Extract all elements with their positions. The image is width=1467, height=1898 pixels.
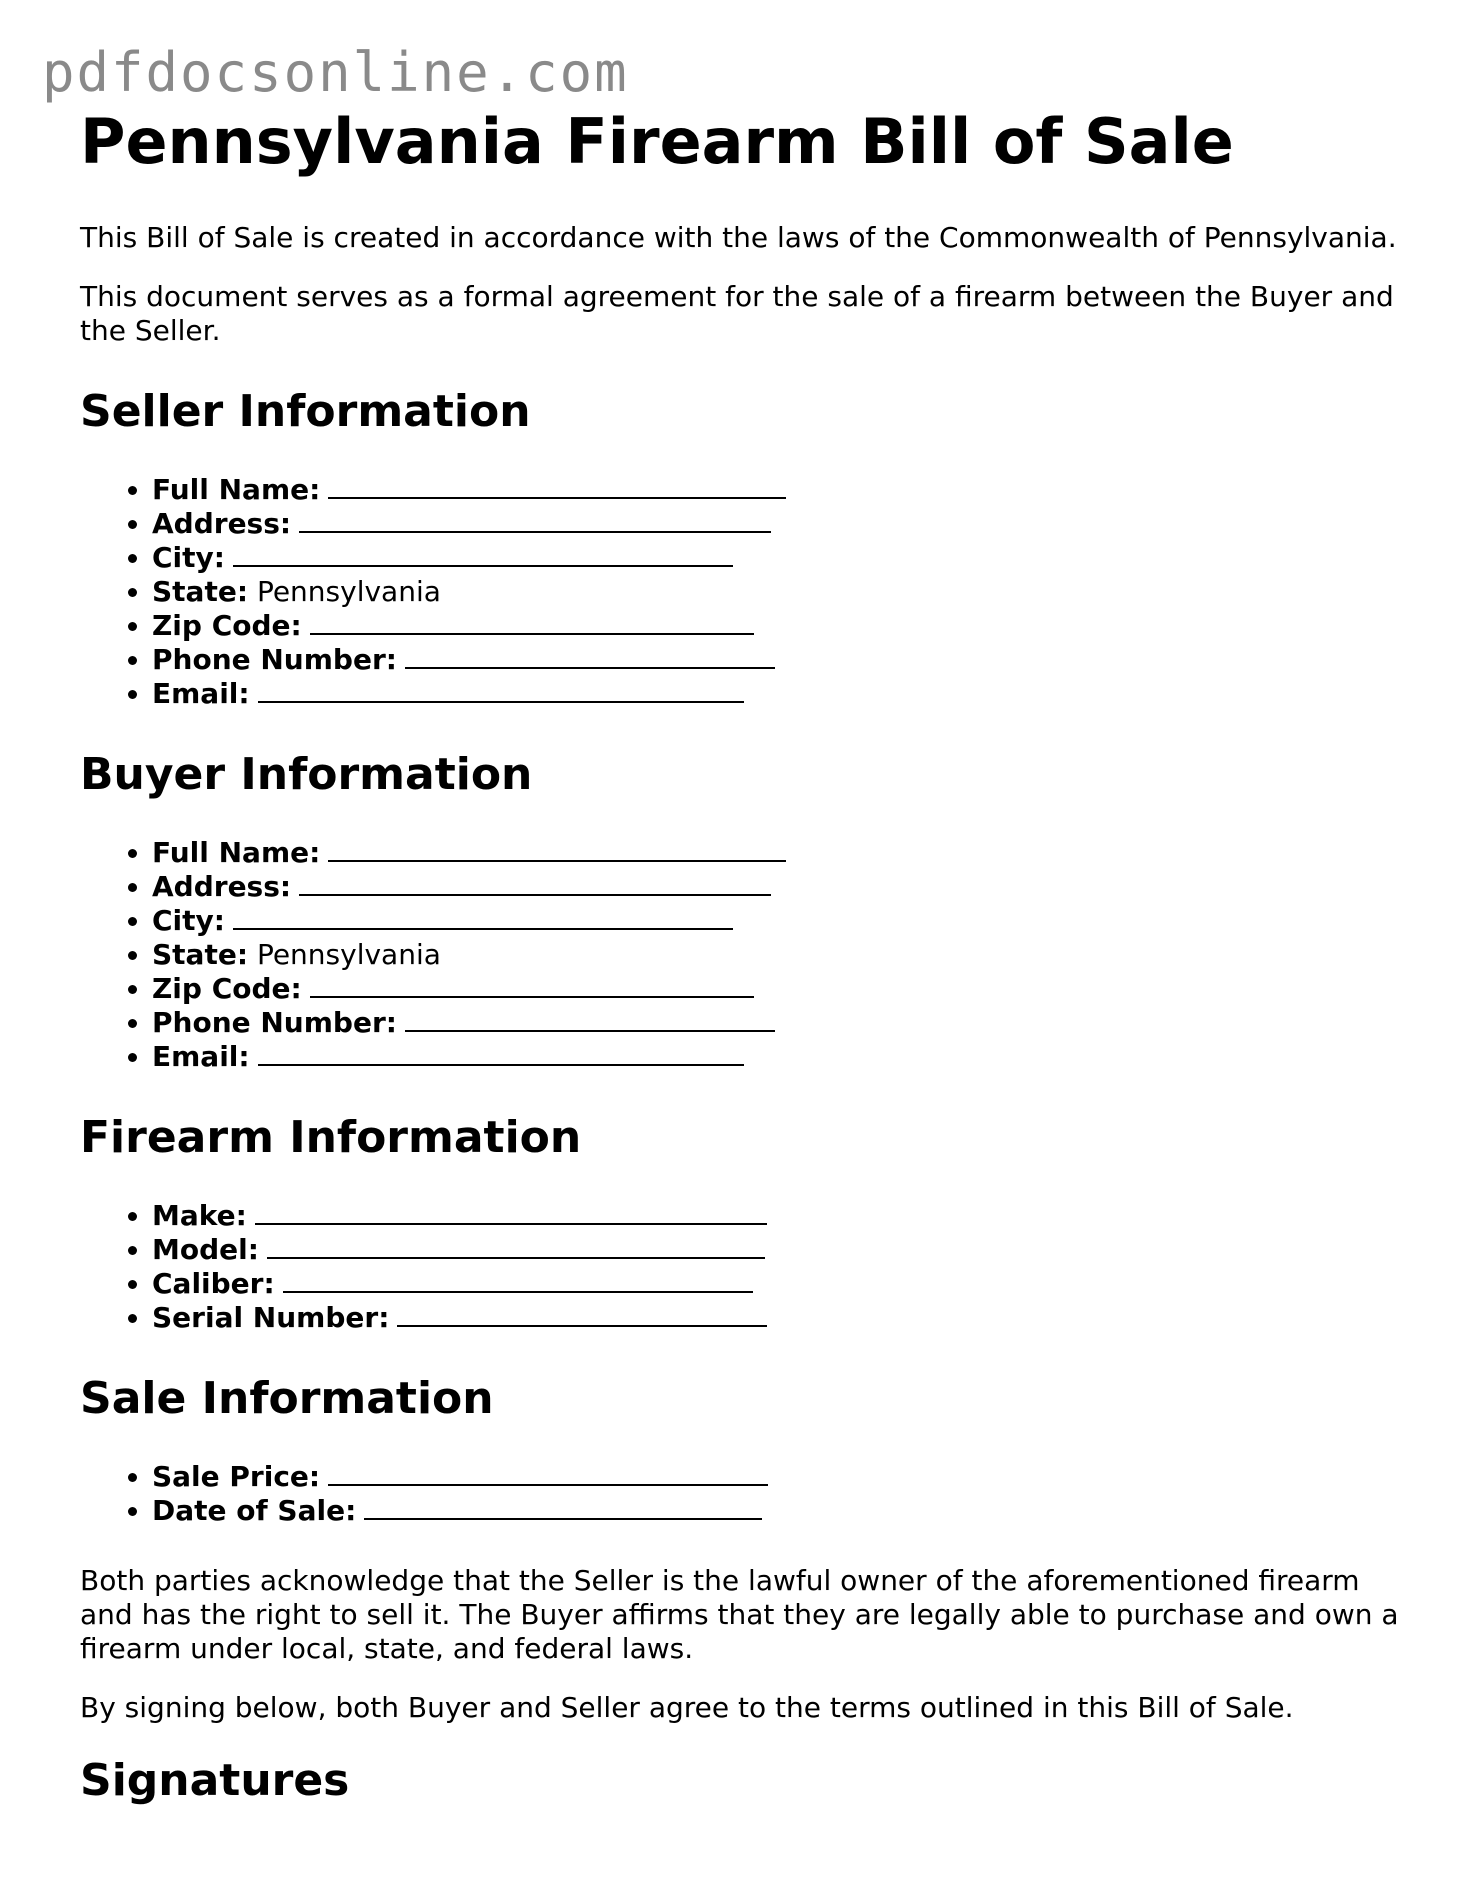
seller-zip-label: Zip Code: [152, 609, 302, 643]
sale-price-item [152, 1460, 1400, 1494]
buyer-state-label: State: [152, 937, 249, 971]
seller-field-list [80, 473, 1400, 711]
seller-email-label: Email: [152, 677, 250, 711]
seller-state-value: Pennsylvania [256, 575, 441, 609]
buyer-field-list [80, 836, 1400, 1074]
buyer-phone-item [152, 1006, 1400, 1040]
buyer-address-label: Address: [152, 869, 292, 903]
firearm-heading: Firearm Information [80, 1111, 582, 1163]
signatures-heading: Signatures [80, 1754, 350, 1806]
watermark-text: pdfdocsonline.com [42, 41, 629, 104]
sale-date-blank[interactable] [364, 1494, 762, 1520]
seller-zip-blank[interactable] [310, 609, 754, 635]
seller-address-item [152, 507, 1400, 541]
seller-state-label: State: [152, 575, 249, 609]
buyer-full-name-blank[interactable] [328, 836, 786, 862]
firearm-serial-blank[interactable] [397, 1301, 767, 1327]
buyer-phone-blank[interactable] [405, 1006, 775, 1032]
buyer-zip-item [152, 972, 1400, 1006]
seller-full-name-label: Full Name: [152, 473, 321, 507]
firearm-model-label: Model: [152, 1232, 259, 1266]
seller-state-item [152, 575, 1400, 609]
buyer-email-label: Email: [152, 1039, 250, 1073]
seller-phone-blank[interactable] [405, 643, 775, 669]
firearm-caliber-item [152, 1267, 1400, 1301]
buyer-email-item [152, 1040, 1400, 1074]
buyer-address-blank[interactable] [299, 870, 771, 896]
buyer-city-blank[interactable] [233, 904, 733, 930]
sale-price-blank[interactable] [328, 1460, 768, 1486]
document-title: Pennsylvania Firearm Bill of Sale [80, 105, 1234, 178]
firearm-make-item [152, 1199, 1400, 1233]
buyer-email-blank[interactable] [258, 1040, 744, 1066]
buyer-phone-label: Phone Number: [152, 1005, 397, 1039]
buyer-city-item [152, 904, 1400, 938]
seller-phone-label: Phone Number: [152, 643, 397, 677]
seller-city-blank[interactable] [233, 541, 733, 567]
buyer-full-name-item [152, 836, 1400, 870]
document-body [80, 105, 1400, 1807]
acknowledgement-paragraph: Both parties acknowledge that the Seller is the lawful owner of the aforementioned firearm and has the right to sell it. The Buyer affirms that they are legally able to purchase and own a firearm under local, state, and federal laws. [80, 1563, 1399, 1665]
buyer-full-name-label: Full Name: [152, 835, 321, 869]
sale-date-item [152, 1494, 1400, 1528]
seller-email-blank[interactable] [258, 677, 744, 703]
firearm-make-label: Make: [152, 1198, 247, 1232]
buyer-state-value: Pennsylvania [256, 937, 441, 971]
firearm-caliber-label: Caliber: [152, 1266, 275, 1300]
intro-paragraph-1: This Bill of Sale is created in accordance with the laws of the Commonwealth of Pennsylvania. [80, 221, 1397, 255]
buyer-heading: Buyer Information [80, 749, 533, 801]
firearm-serial-item [152, 1301, 1400, 1335]
seller-heading: Seller Information [80, 386, 531, 438]
firearm-make-blank[interactable] [255, 1199, 767, 1225]
firearm-model-blank[interactable] [267, 1233, 765, 1259]
buyer-zip-label: Zip Code: [152, 971, 302, 1005]
firearm-serial-label: Serial Number: [152, 1300, 390, 1334]
seller-address-label: Address: [152, 507, 292, 541]
intro-paragraph-2: This document serves as a formal agreement for the sale of a firearm between the Buyer and the Seller. [80, 280, 1394, 348]
sale-heading: Sale Information [80, 1372, 494, 1424]
seller-full-name-blank[interactable] [328, 473, 786, 499]
agreement-paragraph: By signing below, both Buyer and Seller agree to the terms outlined in this Bill of Sale. [80, 1690, 1294, 1724]
buyer-address-item [152, 870, 1400, 904]
seller-city-label: City: [152, 541, 225, 575]
buyer-state-item [152, 938, 1400, 972]
buyer-zip-blank[interactable] [310, 972, 754, 998]
buyer-city-label: City: [152, 903, 225, 937]
firearm-model-item [152, 1233, 1400, 1267]
seller-phone-item [152, 643, 1400, 677]
sale-field-list [80, 1460, 1400, 1528]
sale-date-label: Date of Sale: [152, 1493, 357, 1527]
seller-full-name-item [152, 473, 1400, 507]
seller-zip-item [152, 609, 1400, 643]
sale-price-label: Sale Price: [152, 1459, 321, 1493]
seller-city-item [152, 541, 1400, 575]
firearm-field-list [80, 1199, 1400, 1335]
seller-email-item [152, 677, 1400, 711]
seller-address-blank[interactable] [299, 507, 771, 533]
firearm-caliber-blank[interactable] [283, 1267, 753, 1293]
